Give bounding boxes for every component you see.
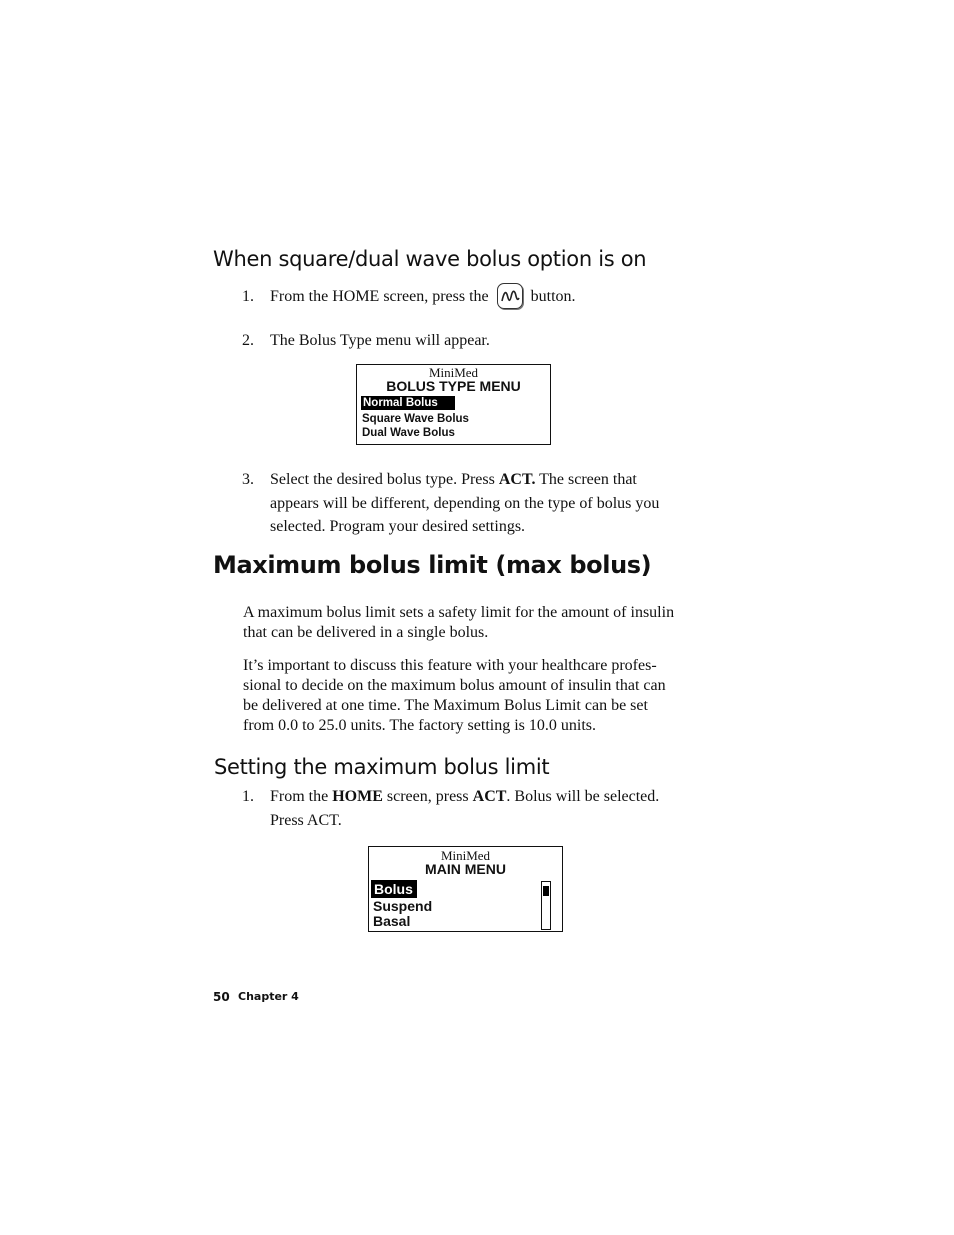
screen-title: MAIN MENU (425, 861, 506, 877)
menu-item-selected: Normal Bolus (361, 396, 455, 410)
menu-item: Basal (373, 913, 411, 929)
section-heading-setting-max-bolus: Setting the maximum bolus limit (214, 755, 550, 779)
step-text (270, 285, 576, 309)
screen-title: BOLUS TYPE MENU (386, 378, 521, 394)
screen-brand: MiniMed (428, 365, 479, 380)
paragraph-line: be delivered at one time. The Maximum Bolus Limit can be set (243, 697, 648, 714)
menu-item: Suspend (373, 898, 433, 914)
step-text-after: button. (530, 288, 576, 305)
step-text-before: From the HOME screen, press the (270, 288, 489, 305)
step-number: 1. (242, 788, 254, 805)
menu-item: Dual Wave Bolus (362, 427, 455, 439)
screen-brand: MiniMed (440, 848, 491, 863)
step-text: The Bolus Type menu will appear. (270, 332, 490, 349)
step-line: selected. Program your desired settings. (270, 518, 526, 535)
paragraph-line: A maximum bolus limit sets a safety limit for the amount of insulin (243, 604, 675, 621)
step-number: 2. (242, 332, 254, 349)
paragraph (243, 656, 666, 736)
paragraph (243, 603, 674, 643)
paragraph-line: sional to decide on the maximum bolus amount of insulin that can (243, 677, 666, 694)
step-line: From the HOME screen, press ACT. Bolus will be selected. (270, 788, 660, 805)
step-line: appears will be different, depending on the type of bolus you (270, 494, 660, 512)
pump-screen-bolus-type-menu (356, 364, 551, 445)
chapter-label: Chapter 4 (238, 990, 299, 1003)
section-heading-max-bolus: Maximum bolus limit (max bolus) (213, 551, 652, 579)
section-heading-square-dual-wave: When square/dual wave bolus option is on (213, 247, 647, 271)
page-number: 50 (213, 990, 230, 1004)
step-number: 3. (242, 471, 254, 488)
step-line: Press ACT. (270, 811, 342, 829)
step-text (270, 785, 659, 832)
menu-item-selected: Bolus (371, 880, 417, 898)
paragraph-line: that can be delivered in a single bolus. (243, 624, 489, 641)
menu-item: Square Wave Bolus (362, 413, 469, 425)
step-text (270, 468, 659, 539)
step-line: Select the desired bolus type. Press ACT. The screen that (270, 471, 637, 488)
paragraph-line: from 0.0 to 25.0 units. The factory setting is 10.0 units. (243, 717, 597, 734)
scrollbar-thumb (543, 886, 549, 896)
step-number: 1. (242, 288, 254, 305)
bolus-wave-button-icon (497, 283, 523, 309)
scrollbar (541, 881, 551, 930)
paragraph-line: It’s important to discuss this feature with your healthcare profes- (243, 657, 657, 674)
pump-screen-main-menu (368, 846, 563, 932)
